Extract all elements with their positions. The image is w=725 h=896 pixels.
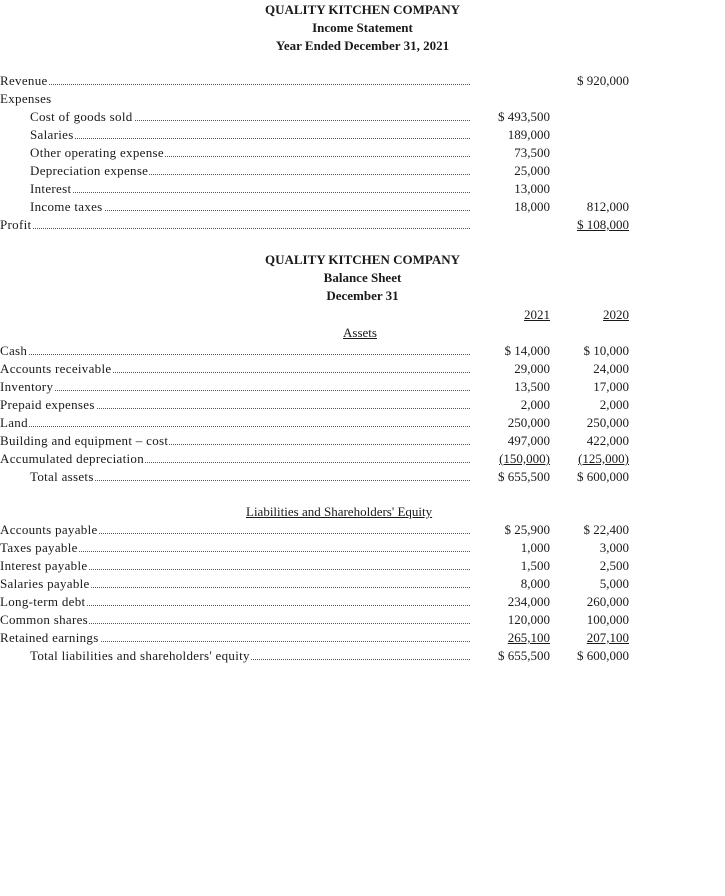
expense-label: Depreciation expense <box>30 163 149 178</box>
expense-amount: 13,000 <box>514 181 550 196</box>
liability-2021: 234,000 <box>507 594 550 609</box>
total-assets-label: Total assets <box>30 469 94 484</box>
asset-row <box>0 360 640 378</box>
asset-2021: 13,500 <box>514 379 550 394</box>
leader-dots <box>30 192 470 193</box>
balance-sheet-title: Balance Sheet <box>323 270 402 285</box>
expenses-header-row <box>0 90 640 108</box>
asset-row <box>0 432 640 450</box>
expense-amount: $ 493,500 <box>498 109 550 124</box>
asset-row <box>0 378 640 396</box>
total-assets-2021: $ 655,500 <box>498 469 550 484</box>
asset-label: Accounts receivable <box>0 361 112 376</box>
balance-company-name: QUALITY KITCHEN COMPANY <box>264 252 460 267</box>
profit-row <box>0 216 640 234</box>
liability-label: Long-term debt <box>0 594 86 609</box>
expense-row <box>0 108 640 126</box>
asset-2021: 497,000 <box>507 433 550 448</box>
asset-label: Land <box>0 415 28 430</box>
total-liabilities-row <box>0 647 640 665</box>
income-statement-period: Year Ended December 31, 2021 <box>275 38 450 53</box>
liability-2020: $ 22,400 <box>583 522 629 537</box>
expense-label: Salaries <box>30 127 74 142</box>
total-liabilities-2021: $ 655,500 <box>498 648 550 663</box>
liability-row <box>0 611 640 629</box>
asset-label: Building and equipment – cost <box>0 433 169 448</box>
leader-dots <box>0 84 470 85</box>
asset-2021: 250,000 <box>507 415 550 430</box>
income-company-name: QUALITY KITCHEN COMPANY <box>264 2 460 17</box>
asset-label: Inventory <box>0 379 54 394</box>
revenue-total: $ 920,000 <box>577 73 629 88</box>
expense-row <box>0 180 640 198</box>
liability-row <box>0 557 640 575</box>
liability-2020: 100,000 <box>586 612 629 627</box>
asset-label: Accumulated depreciation <box>0 451 144 466</box>
expenses-total: 812,000 <box>586 199 629 214</box>
expense-amount: 18,000 <box>514 199 550 214</box>
expenses-label: Expenses <box>0 91 52 106</box>
year-current-header: 2021 <box>524 307 550 322</box>
asset-2021: 2,000 <box>520 397 550 412</box>
liability-2020: 5,000 <box>599 576 629 591</box>
expense-row <box>0 144 640 162</box>
expense-amount: 73,500 <box>514 145 550 160</box>
asset-label: Cash <box>0 343 28 358</box>
leader-dots <box>0 228 470 229</box>
asset-2020: (125,000) <box>578 451 629 466</box>
expense-label: Cost of goods sold <box>30 109 133 124</box>
liability-label: Retained earnings <box>0 630 99 645</box>
profit-total: $ 108,000 <box>577 217 629 232</box>
liabilities-heading: Liabilities and Shareholders' Equity <box>246 504 433 519</box>
total-assets-row <box>0 468 640 486</box>
asset-row <box>0 342 640 360</box>
liability-2021: 265,100 <box>507 630 550 645</box>
expense-row <box>0 126 640 144</box>
liability-2021: 1,000 <box>520 540 550 555</box>
revenue-row <box>0 72 640 90</box>
liability-2021: 1,500 <box>520 558 550 573</box>
liability-label: Interest payable <box>0 558 88 573</box>
asset-2021: (150,000) <box>499 451 550 466</box>
income-statement-title: Income Statement <box>312 20 413 35</box>
year-prior-header: 2020 <box>603 307 629 322</box>
asset-2020: 17,000 <box>593 379 629 394</box>
total-assets-2020: $ 600,000 <box>577 469 629 484</box>
year-header-row <box>0 306 640 324</box>
liability-row <box>0 629 640 647</box>
asset-2021: 29,000 <box>514 361 550 376</box>
expense-amount: 25,000 <box>514 163 550 178</box>
leader-dots <box>0 426 470 427</box>
liability-2021: $ 25,900 <box>504 522 550 537</box>
liability-2021: 8,000 <box>520 576 550 591</box>
liability-2021: 120,000 <box>507 612 550 627</box>
liability-row <box>0 575 640 593</box>
liability-2020: 2,500 <box>599 558 629 573</box>
balance-sheet-date: December 31 <box>326 288 399 303</box>
expense-label: Interest <box>30 181 72 196</box>
leader-dots <box>30 480 470 481</box>
liability-row <box>0 593 640 611</box>
liability-row <box>0 521 640 539</box>
asset-row <box>0 396 640 414</box>
asset-row <box>0 450 640 468</box>
liability-label: Common shares <box>0 612 89 627</box>
expense-label: Other operating expense <box>30 145 164 160</box>
assets-heading: Assets <box>343 325 377 340</box>
liability-2020: 260,000 <box>586 594 629 609</box>
asset-row <box>0 414 640 432</box>
asset-2021: $ 14,000 <box>504 343 550 358</box>
liability-label: Taxes payable <box>0 540 78 555</box>
liability-label: Salaries payable <box>0 576 90 591</box>
asset-2020: 250,000 <box>586 415 629 430</box>
expense-amount: 189,000 <box>507 127 550 142</box>
asset-2020: 24,000 <box>593 361 629 376</box>
leader-dots <box>0 390 470 391</box>
revenue-label: Revenue <box>0 73 48 88</box>
asset-label: Prepaid expenses <box>0 397 95 412</box>
asset-2020: 422,000 <box>586 433 629 448</box>
liability-2020: 3,000 <box>599 540 629 555</box>
profit-label: Profit <box>0 217 32 232</box>
leader-dots <box>30 138 470 139</box>
total-liabilities-label: Total liabilities and shareholders' equity <box>30 648 250 663</box>
asset-2020: $ 10,000 <box>583 343 629 358</box>
asset-2020: 2,000 <box>599 397 629 412</box>
liability-label: Accounts payable <box>0 522 98 537</box>
liability-row <box>0 539 640 557</box>
total-liabilities-2020: $ 600,000 <box>577 648 629 663</box>
liability-2020: 207,100 <box>586 630 629 645</box>
leader-dots <box>0 354 470 355</box>
expense-row <box>0 162 640 180</box>
expense-row <box>0 198 640 216</box>
expense-label: Income taxes <box>30 199 103 214</box>
